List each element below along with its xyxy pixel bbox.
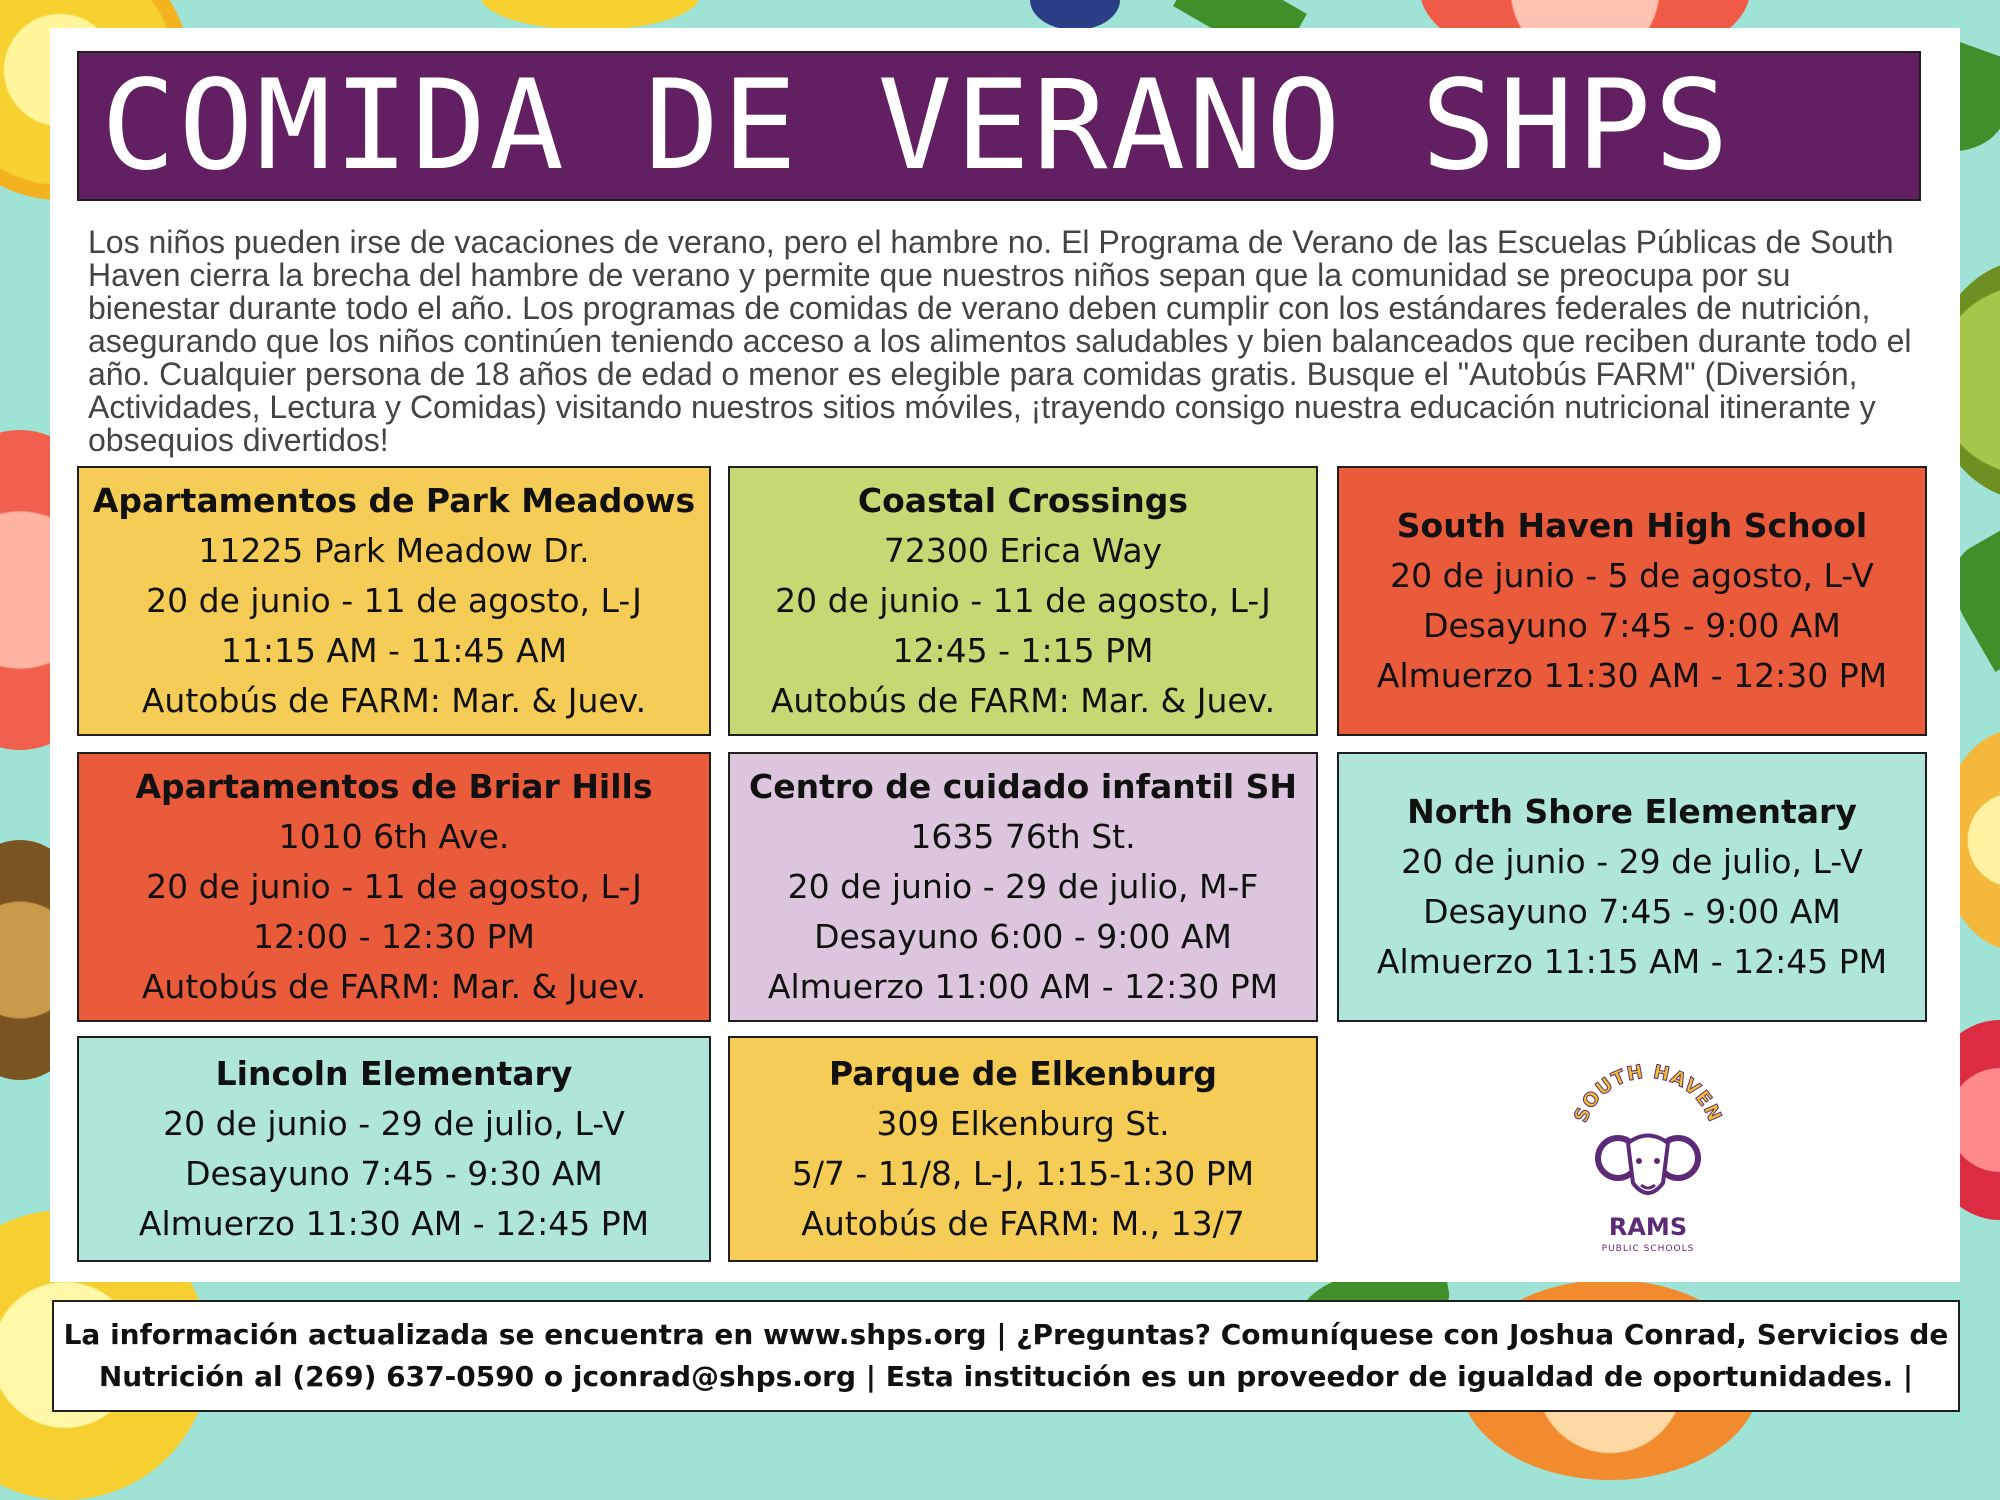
site-card-park-meadows: [77, 466, 711, 736]
site-hours: 11:15 AM - 11:45 AM: [220, 631, 568, 670]
site-address: 11225 Park Meadow Dr.: [198, 531, 590, 570]
site-bus-days: Autobús de FARM: M., 13/7: [801, 1204, 1245, 1243]
site-dates: 20 de junio - 11 de agosto, L-J: [146, 867, 642, 906]
site-dates-hours: 5/7 - 11/8, L-J, 1:15-1:30 PM: [791, 1154, 1255, 1193]
site-hours: 12:00 - 12:30 PM: [253, 917, 535, 956]
site-breakfast: Desayuno 7:45 - 9:00 AM: [1423, 606, 1841, 645]
site-breakfast: Desayuno 7:45 - 9:00 AM: [1423, 892, 1841, 931]
ram-icon: [1563, 1063, 1733, 1263]
site-dates: 20 de junio - 11 de agosto, L-J: [775, 581, 1271, 620]
footer-contact-box: [52, 1300, 1960, 1412]
site-breakfast: Desayuno 7:45 - 9:30 AM: [185, 1154, 603, 1193]
title-banner: [77, 51, 1921, 201]
footer-line-1: La información actualizada se encuentra en www.shps.org | ¿Preguntas? Comuníquese con Joshua Conrad, Servicios de: [63, 1318, 1949, 1351]
site-breakfast: Desayuno 6:00 - 9:00 AM: [814, 917, 1232, 956]
flyer-card: [50, 28, 1960, 1282]
site-hours: 12:45 - 1:15 PM: [892, 631, 1154, 670]
logo-arc-text: SOUTH HAVEN: [1569, 1063, 1727, 1126]
site-card-childcare-center: [728, 752, 1318, 1022]
site-address: 1010 6th Ave.: [278, 817, 510, 856]
site-dates: 20 de junio - 29 de julio, L-V: [163, 1104, 625, 1143]
site-lunch: Almuerzo 11:00 AM - 12:30 PM: [767, 967, 1279, 1006]
site-name: Centro de cuidado infantil SH: [748, 767, 1298, 806]
site-name: North Shore Elementary: [1407, 792, 1857, 831]
site-dates: 20 de junio - 5 de agosto, L-V: [1390, 556, 1874, 595]
site-lunch: Almuerzo 11:30 AM - 12:30 PM: [1376, 656, 1888, 695]
site-name: Apartamentos de Briar Hills: [135, 767, 653, 806]
site-card-north-shore: [1337, 752, 1927, 1022]
blueberry-decoration: [1030, 0, 1120, 30]
site-card-briar-hills: [77, 752, 711, 1022]
site-name: Parque de Elkenburg: [828, 1054, 1218, 1093]
logo-word: RAMS: [1608, 1213, 1688, 1241]
site-address: 309 Elkenburg St.: [876, 1104, 1170, 1143]
site-card-coastal-crossings: [728, 466, 1318, 736]
lemon-decoration: [480, 0, 700, 30]
site-name: Coastal Crossings: [857, 481, 1189, 520]
footer-line-2: Nutrición al (269) 637-0590 o jconrad@shps.org | Esta institución es un proveedor de igualdad de oportunidades. |: [98, 1360, 1914, 1393]
site-dates: 20 de junio - 29 de julio, L-V: [1401, 842, 1863, 881]
site-card-elkenburg-park: [728, 1036, 1318, 1262]
site-dates: 20 de junio - 29 de julio, M-F: [787, 867, 1259, 906]
site-name: South Haven High School: [1396, 506, 1868, 545]
site-lunch: Almuerzo 11:15 AM - 12:45 PM: [1376, 942, 1888, 981]
site-dates: 20 de junio - 11 de agosto, L-J: [146, 581, 642, 620]
site-name: Lincoln Elementary: [215, 1054, 573, 1093]
school-logo: [1563, 1063, 1733, 1263]
site-bus-days: Autobús de FARM: Mar. & Juev.: [141, 967, 647, 1006]
site-card-lincoln-elementary: [77, 1036, 711, 1262]
page-title: COMIDA DE VERANO SHPS: [101, 54, 1732, 198]
site-name: Apartamentos de Park Meadows: [92, 481, 696, 520]
site-address: 1635 76th St.: [910, 817, 1136, 856]
site-lunch: Almuerzo 11:30 AM - 12:45 PM: [138, 1204, 650, 1243]
svg-text:SOUTH HAVEN: [1570, 1063, 1726, 1126]
site-card-south-haven-high: [1337, 466, 1927, 736]
site-bus-days: Autobús de FARM: Mar. & Juev.: [770, 681, 1276, 720]
site-bus-days: Autobús de FARM: Mar. & Juev.: [141, 681, 647, 720]
site-address: 72300 Erica Way: [883, 531, 1163, 570]
logo-subtitle: PUBLIC SCHOOLS: [1601, 1244, 1695, 1254]
intro-paragraph: Los niños pueden irse de vacaciones de verano, pero el hambre no. El Programa de Verano de las Escuelas Públicas de South Haven cierra la brecha del hambre de verano y permite que nuestros niños sepan que la comunidad se preocupa por su bienestar durante todo el año. Los programas de comidas de verano deben cumplir con los estándares federales de nutrición, asegurando que los niños continúen teniendo acceso a los alimentos saludables y bien balanceados que reciben durante todo el año. Cualquier persona de 18 años de edad o menor es elegible para comidas gratis. Busque el "Autobús FARM" (Diversión, Actividades, Lectura y Comidas) visitando nuestros sitios móviles, ¡trayendo consigo nuestra educación nutricional itinerante y obsequios divertidos!: [88, 224, 1912, 458]
